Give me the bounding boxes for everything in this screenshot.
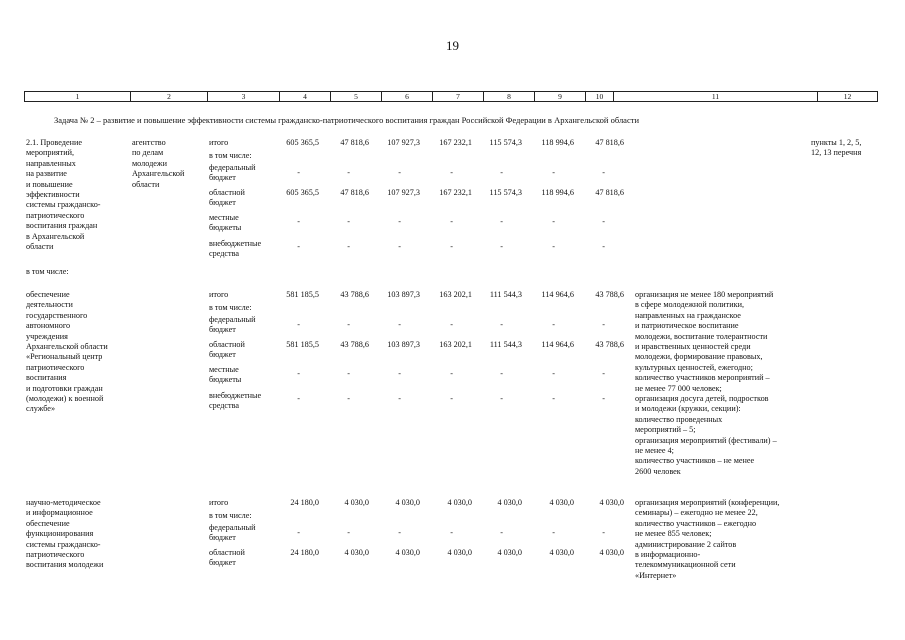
funding-regional-value: 605 365,5: [286, 188, 319, 197]
expected-result: в сфере молодежной политики,: [635, 300, 745, 310]
funding-federal-value: -: [500, 168, 503, 177]
program-item-name: «Региональный центр: [26, 352, 103, 362]
funding-source-incl: в том числе:: [209, 150, 252, 160]
program-item-name: функционирования: [26, 529, 94, 539]
funding-source-extra: внебюджетные: [209, 391, 262, 400]
funding-local-value: -: [297, 369, 300, 378]
program-item-name: воспитания: [26, 373, 67, 383]
funding-federal-value: -: [500, 320, 503, 329]
program-item-name: эффективности: [26, 190, 80, 199]
funding-source-local: местные: [209, 213, 239, 222]
executor-name: агентство: [132, 138, 166, 147]
program-item-name: и информационное: [26, 508, 93, 518]
reference-note: пункты 1, 2, 5,: [811, 138, 862, 147]
funding-total-value: 4 030,0: [344, 498, 369, 507]
funding-source-local: местные: [209, 365, 239, 374]
funding-extra-value: -: [602, 394, 605, 403]
expected-result: не менее 855 человек;: [635, 529, 712, 539]
program-item-name: учреждения: [26, 331, 68, 341]
funding-source-local: бюджеты: [209, 223, 242, 233]
funding-source-federal: бюджет: [209, 325, 236, 335]
funding-regional-value: 4 030,0: [395, 548, 420, 557]
program-item-name: деятельности: [26, 300, 73, 310]
expected-result: количество участников – ежегодно: [635, 518, 757, 528]
expected-result: в информационно-: [635, 550, 701, 559]
funding-total-value: 581 185,5: [286, 290, 319, 299]
funding-total-value: 111 544,3: [489, 290, 522, 299]
funding-extra-value: -: [602, 242, 605, 251]
funding-local-value: -: [398, 217, 401, 226]
expected-result: организация досуга детей, подростков: [635, 394, 769, 403]
funding-local-value: -: [450, 369, 453, 378]
expected-result: телекоммуникационной сети: [635, 560, 736, 570]
funding-extra-value: -: [450, 242, 453, 251]
funding-local-value: -: [552, 369, 555, 378]
funding-source-total: итого: [209, 498, 229, 507]
header-col-5: 5: [331, 92, 382, 102]
funding-local-value: -: [602, 369, 605, 378]
column-number-header: [24, 91, 878, 102]
funding-extra-value: -: [398, 242, 401, 251]
funding-local-value: -: [500, 369, 503, 378]
funding-extra-value: -: [500, 394, 503, 403]
program-item-name: и подготовки граждан: [26, 383, 103, 393]
program-item-name: Архангельской области: [26, 342, 108, 351]
funding-source-federal: федеральный: [209, 523, 256, 532]
expected-result: молодежи, воспитание толерантности: [635, 331, 768, 341]
executor-name: молодежи: [132, 158, 167, 168]
header-col-1: 1: [25, 92, 131, 102]
executor-name: области: [132, 179, 160, 189]
funding-total-value: 114 964,6: [541, 290, 574, 299]
header-col-8: 8: [484, 92, 535, 102]
page-number: 19: [446, 38, 459, 53]
expected-result: мероприятий – 5;: [635, 425, 696, 435]
expected-result: и нравственных ценностей среди: [635, 342, 751, 351]
funding-total-value: 43 788,6: [595, 290, 624, 299]
funding-federal-value: -: [500, 528, 503, 537]
funding-local-value: -: [602, 217, 605, 226]
funding-federal-value: -: [297, 528, 300, 537]
funding-total-value: 107 927,3: [387, 138, 420, 147]
funding-local-value: -: [347, 369, 350, 378]
expected-result: организация не менее 180 мероприятий: [635, 290, 774, 299]
funding-source-regional: бюджет: [209, 350, 236, 360]
program-item-name: системы гражданско-: [26, 200, 101, 210]
program-item-name: (молодежи) к военной: [26, 394, 104, 403]
expected-result: и молодежи (кружки, секции):: [635, 404, 741, 414]
funding-federal-value: -: [450, 168, 453, 177]
expected-result: и патриотическое воспитание: [635, 321, 739, 331]
funding-federal-value: -: [602, 528, 605, 537]
funding-extra-value: -: [398, 394, 401, 403]
funding-federal-value: -: [552, 528, 555, 537]
funding-regional-value: 581 185,5: [286, 340, 319, 349]
funding-source-federal: федеральный: [209, 315, 256, 324]
funding-source-extra: средства: [209, 249, 240, 259]
funding-local-value: -: [450, 217, 453, 226]
header-col-7: 7: [433, 92, 484, 102]
expected-result: количество проведенных: [635, 414, 723, 424]
funding-source-regional: областной: [209, 548, 245, 557]
funding-federal-value: -: [347, 320, 350, 329]
funding-total-value: 4 030,0: [549, 498, 574, 507]
funding-federal-value: -: [552, 320, 555, 329]
funding-source-federal: федеральный: [209, 163, 256, 172]
header-col-6: 6: [382, 92, 433, 102]
funding-local-value: -: [297, 217, 300, 226]
funding-extra-value: -: [450, 394, 453, 403]
funding-federal-value: -: [602, 320, 605, 329]
expected-result: не менее 4;: [635, 446, 674, 455]
funding-extra-value: -: [297, 394, 300, 403]
funding-federal-value: -: [552, 168, 555, 177]
program-item-name: патриотического: [26, 362, 85, 372]
funding-regional-value: 43 788,6: [595, 340, 624, 349]
funding-source-total: итого: [209, 290, 229, 299]
funding-federal-value: -: [602, 168, 605, 177]
funding-total-value: 43 788,6: [340, 290, 369, 299]
funding-source-regional: бюджет: [209, 558, 236, 568]
funding-source-incl: в том числе:: [209, 302, 252, 312]
funding-total-value: 118 994,6: [541, 138, 574, 147]
expected-result: направленных на гражданское: [635, 310, 741, 320]
funding-regional-value: 107 927,3: [387, 188, 420, 197]
expected-result: «Интернет»: [635, 570, 677, 580]
task-title: Задача № 2 – развитие и повышение эффективности системы гражданско-патриотического воспитания граждан Российской Федерации в Архангельской области: [54, 115, 639, 125]
funding-total-value: 4 030,0: [599, 498, 624, 507]
funding-regional-value: 4 030,0: [599, 548, 624, 557]
program-item-name: патриотического: [26, 210, 85, 220]
funding-regional-value: 115 574,3: [489, 188, 522, 197]
funding-federal-value: -: [450, 528, 453, 537]
header-col-9: 9: [535, 92, 586, 102]
executor-name: Архангельской: [132, 169, 185, 179]
funding-local-value: -: [552, 217, 555, 226]
reference-note: 12, 13 перечня: [811, 148, 862, 158]
program-item-name: обеспечение: [26, 518, 70, 528]
program-item-name: и повышение: [26, 179, 73, 189]
funding-total-value: 115 574,3: [489, 138, 522, 147]
funding-total-value: 163 202,1: [439, 290, 472, 299]
executor-name: по делам: [132, 148, 164, 158]
header-col-11: 11: [614, 92, 818, 102]
funding-source-incl: в том числе:: [209, 510, 252, 520]
funding-local-value: -: [500, 217, 503, 226]
funding-regional-value: 4 030,0: [447, 548, 472, 557]
funding-extra-value: -: [297, 242, 300, 251]
expected-result: 2600 человек: [635, 466, 681, 476]
funding-source-extra: внебюджетные: [209, 239, 262, 248]
funding-extra-value: -: [500, 242, 503, 251]
funding-federal-value: -: [450, 320, 453, 329]
program-item-name: в Архангельской: [26, 231, 85, 241]
funding-federal-value: -: [398, 320, 401, 329]
header-col-3: 3: [208, 92, 280, 102]
program-item-name: на развитие: [26, 169, 67, 179]
expected-result: не менее 77 000 человек;: [635, 383, 722, 393]
funding-regional-value: 163 202,1: [439, 340, 472, 349]
funding-source-total: итого: [209, 138, 229, 147]
funding-local-value: -: [347, 217, 350, 226]
program-item-name: автономного: [26, 321, 71, 331]
expected-result: организация мероприятий (фестивали) –: [635, 435, 777, 445]
funding-extra-value: -: [552, 394, 555, 403]
program-item-name: области: [26, 242, 54, 251]
header-col-2: 2: [131, 92, 208, 102]
funding-total-value: 47 818,6: [340, 138, 369, 147]
program-item-name: воспитания граждан: [26, 221, 98, 231]
funding-regional-value: 111 544,3: [489, 340, 522, 349]
program-item-name: патриотического: [26, 550, 85, 559]
funding-local-value: -: [398, 369, 401, 378]
funding-source-federal: бюджет: [209, 533, 236, 543]
expected-result: семинары) – ежегодно не менее 22,: [635, 508, 758, 518]
funding-total-value: 4 030,0: [447, 498, 472, 507]
expected-result: организация мероприятий (конференции,: [635, 498, 780, 507]
funding-federal-value: -: [398, 168, 401, 177]
funding-source-extra: средства: [209, 401, 240, 411]
funding-total-value: 4 030,0: [395, 498, 420, 507]
funding-regional-value: 47 818,6: [340, 188, 369, 197]
expected-result: культурных ценностей, ежегодно;: [635, 362, 753, 372]
funding-total-value: 103 897,3: [387, 290, 420, 299]
funding-federal-value: -: [297, 168, 300, 177]
program-item-name: научно-методическое: [26, 498, 101, 507]
program-item-name: направленных: [26, 158, 76, 168]
funding-regional-value: 4 030,0: [497, 548, 522, 557]
program-item-name: государственного: [26, 310, 88, 320]
funding-total-value: 4 030,0: [497, 498, 522, 507]
program-item-name: системы гражданско-: [26, 539, 101, 549]
funding-regional-value: 118 994,6: [541, 188, 574, 197]
program-item-name: службе»: [26, 404, 56, 414]
funding-regional-value: 4 030,0: [549, 548, 574, 557]
funding-federal-value: -: [398, 528, 401, 537]
program-item-name: 2.1. Проведение: [26, 138, 82, 147]
funding-regional-value: 167 232,1: [439, 188, 472, 197]
funding-federal-value: -: [347, 168, 350, 177]
funding-source-regional: областной: [209, 340, 245, 349]
funding-regional-value: 4 030,0: [344, 548, 369, 557]
subsection-incl-label: в том числе:: [26, 267, 69, 276]
funding-source-regional: областной: [209, 188, 245, 197]
header-col-12: 12: [818, 92, 878, 102]
funding-total-value: 167 232,1: [439, 138, 472, 147]
expected-result: количество участников мероприятий –: [635, 373, 770, 383]
funding-source-regional: бюджет: [209, 198, 236, 208]
program-item-name: обеспечение: [26, 290, 70, 299]
funding-extra-value: -: [347, 394, 350, 403]
program-item-name: мероприятий,: [26, 148, 75, 158]
expected-result: количество участников – не менее: [635, 456, 755, 466]
funding-regional-value: 43 788,6: [340, 340, 369, 349]
funding-regional-value: 24 180,0: [290, 548, 319, 557]
funding-source-local: бюджеты: [209, 375, 242, 385]
funding-regional-value: 47 818,6: [595, 188, 624, 197]
funding-federal-value: -: [297, 320, 300, 329]
expected-result: молодежи, формирование правовых,: [635, 352, 763, 362]
program-item-name: воспитания молодежи: [26, 560, 104, 570]
expected-result: администрирование 2 сайтов: [635, 539, 737, 549]
funding-federal-value: -: [347, 528, 350, 537]
header-col-4: 4: [280, 92, 331, 102]
funding-extra-value: -: [552, 242, 555, 251]
funding-total-value: 605 365,5: [286, 138, 319, 147]
funding-regional-value: 103 897,3: [387, 340, 420, 349]
header-col-10: 10: [586, 92, 614, 102]
funding-regional-value: 114 964,6: [541, 340, 574, 349]
funding-total-value: 24 180,0: [290, 498, 319, 507]
funding-source-federal: бюджет: [209, 173, 236, 183]
funding-extra-value: -: [347, 242, 350, 251]
funding-total-value: 47 818,6: [595, 138, 624, 147]
